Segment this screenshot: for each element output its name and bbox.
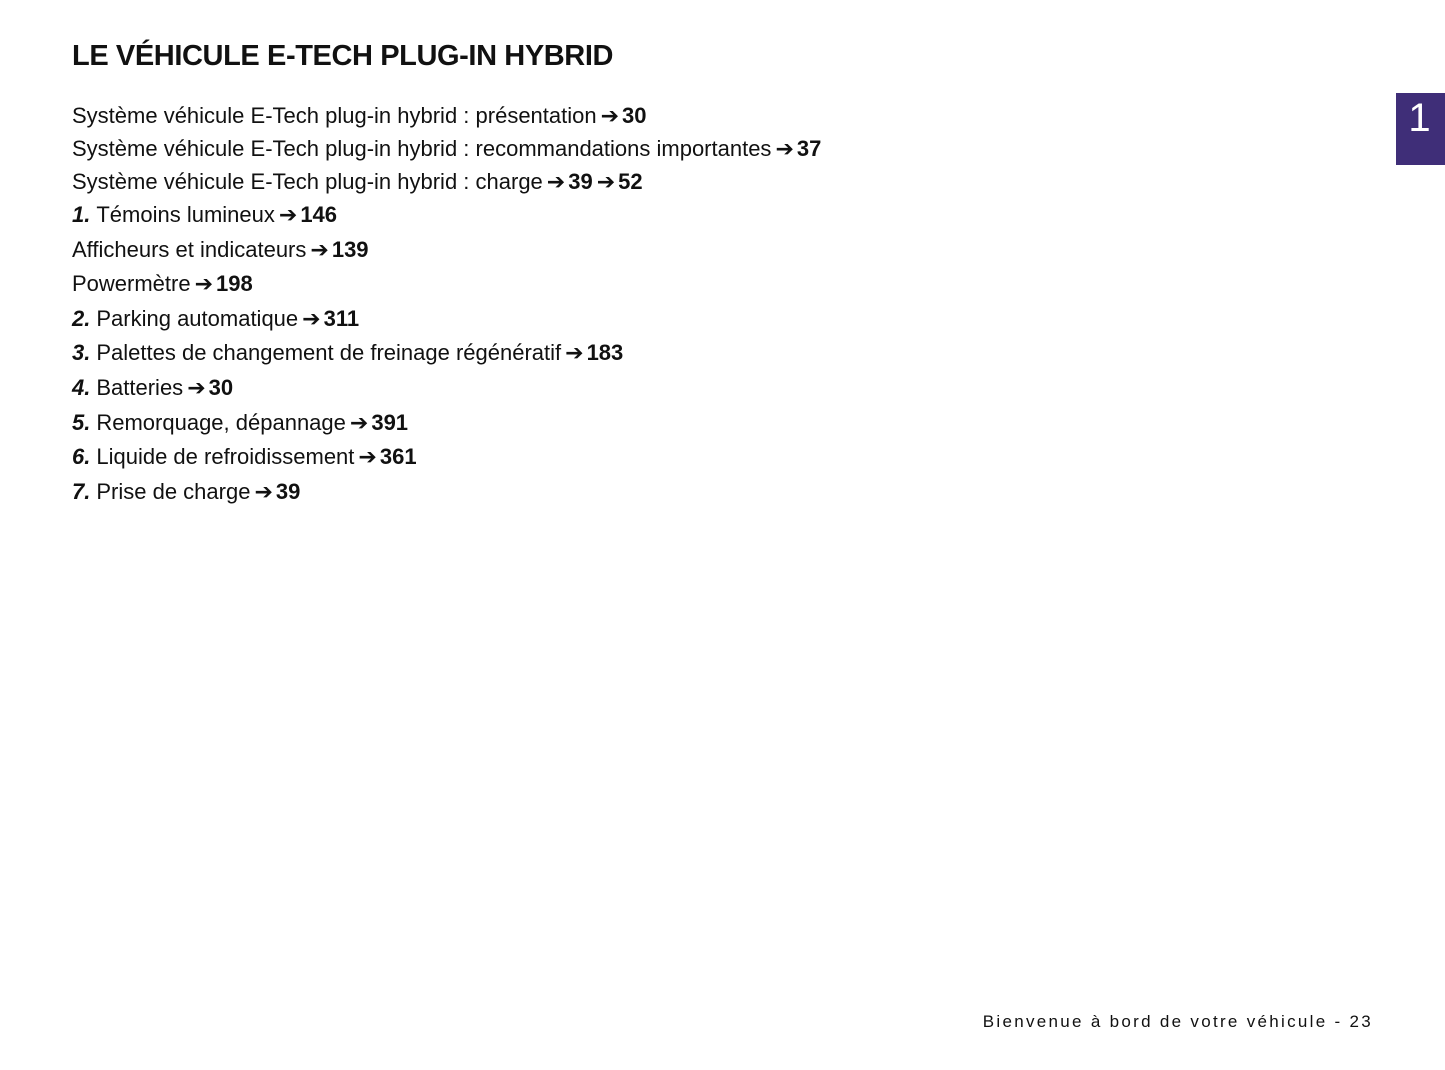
arrow-right-icon: ➔ bbox=[254, 478, 273, 504]
arrow-right-icon: ➔ bbox=[187, 374, 206, 400]
list-item[interactable] bbox=[72, 165, 821, 198]
list-item[interactable] bbox=[72, 406, 821, 441]
list-item[interactable] bbox=[72, 371, 821, 406]
arrow-right-icon: ➔ bbox=[302, 305, 321, 331]
arrow-right-icon: ➔ bbox=[278, 202, 298, 227]
list-item[interactable] bbox=[72, 198, 821, 233]
list-item[interactable] bbox=[72, 267, 821, 302]
entry-label: Remorquage, dépannage bbox=[96, 409, 346, 435]
list-item[interactable] bbox=[72, 336, 821, 371]
reference-list bbox=[72, 99, 821, 509]
page-reference[interactable]: 30 bbox=[622, 103, 647, 128]
page-footer: Bienvenue à bord de votre véhicule - 23 bbox=[982, 1012, 1373, 1031]
arrow-right-icon: ➔ bbox=[194, 271, 214, 297]
page-reference[interactable]: 37 bbox=[796, 136, 822, 161]
entry-label: Prise de charge bbox=[96, 478, 251, 504]
entry-label: Powermètre bbox=[72, 271, 191, 297]
entry-label: Témoins lumineux bbox=[96, 202, 275, 227]
arrow-right-icon: ➔ bbox=[358, 444, 377, 470]
arrow-right-icon: ➔ bbox=[349, 409, 369, 435]
list-item[interactable] bbox=[72, 475, 821, 510]
arrow-right-icon: ➔ bbox=[600, 103, 620, 128]
page-reference[interactable]: 391 bbox=[371, 409, 409, 435]
page-reference[interactable]: 30 bbox=[208, 374, 234, 400]
arrow-right-icon: ➔ bbox=[596, 169, 616, 194]
item-number: 7. bbox=[72, 478, 91, 504]
entry-label: Afficheurs et indicateurs bbox=[72, 236, 307, 262]
entry-label: Batteries bbox=[96, 374, 184, 400]
page-reference[interactable]: 198 bbox=[216, 271, 253, 297]
page-reference[interactable]: 311 bbox=[323, 305, 360, 331]
arrow-right-icon: ➔ bbox=[546, 169, 566, 194]
item-number: 2. bbox=[72, 305, 91, 331]
arrow-right-icon: ➔ bbox=[565, 340, 584, 366]
item-number: 5. bbox=[72, 409, 91, 435]
page-reference[interactable]: 139 bbox=[331, 236, 369, 262]
list-item[interactable] bbox=[72, 233, 821, 268]
arrow-right-icon: ➔ bbox=[310, 236, 329, 262]
page-reference[interactable]: 39 bbox=[275, 478, 301, 504]
item-number: 3. bbox=[72, 340, 91, 366]
page-reference[interactable]: 146 bbox=[300, 202, 338, 227]
entry-label: Système véhicule E-Tech plug-in hybrid : charge bbox=[72, 169, 543, 194]
entry-label: Palettes de changement de freinage régénératif bbox=[96, 340, 562, 366]
list-item[interactable] bbox=[72, 132, 821, 165]
list-item[interactable] bbox=[72, 440, 821, 475]
page-reference[interactable]: 183 bbox=[586, 340, 624, 366]
chapter-tab[interactable]: 1 bbox=[1396, 93, 1445, 165]
arrow-right-icon: ➔ bbox=[775, 136, 794, 161]
entry-label: Système véhicule E-Tech plug-in hybrid : recommandations importantes bbox=[72, 136, 772, 161]
item-number: 4. bbox=[72, 374, 91, 400]
page-reference[interactable]: 52 bbox=[618, 169, 643, 194]
entry-label: Parking automatique bbox=[96, 305, 299, 331]
page-title: LE VÉHICULE E-TECH PLUG-IN HYBRID bbox=[72, 40, 614, 72]
item-number: 6. bbox=[72, 444, 91, 470]
page-reference[interactable]: 39 bbox=[568, 169, 593, 194]
list-item[interactable] bbox=[72, 99, 821, 132]
page-reference[interactable]: 361 bbox=[379, 444, 417, 470]
entry-label: Liquide de refroidissement bbox=[96, 444, 355, 470]
item-number: 1. bbox=[72, 202, 91, 227]
entry-label: Système véhicule E-Tech plug-in hybrid : présentation bbox=[72, 103, 597, 128]
list-item[interactable] bbox=[72, 302, 821, 337]
